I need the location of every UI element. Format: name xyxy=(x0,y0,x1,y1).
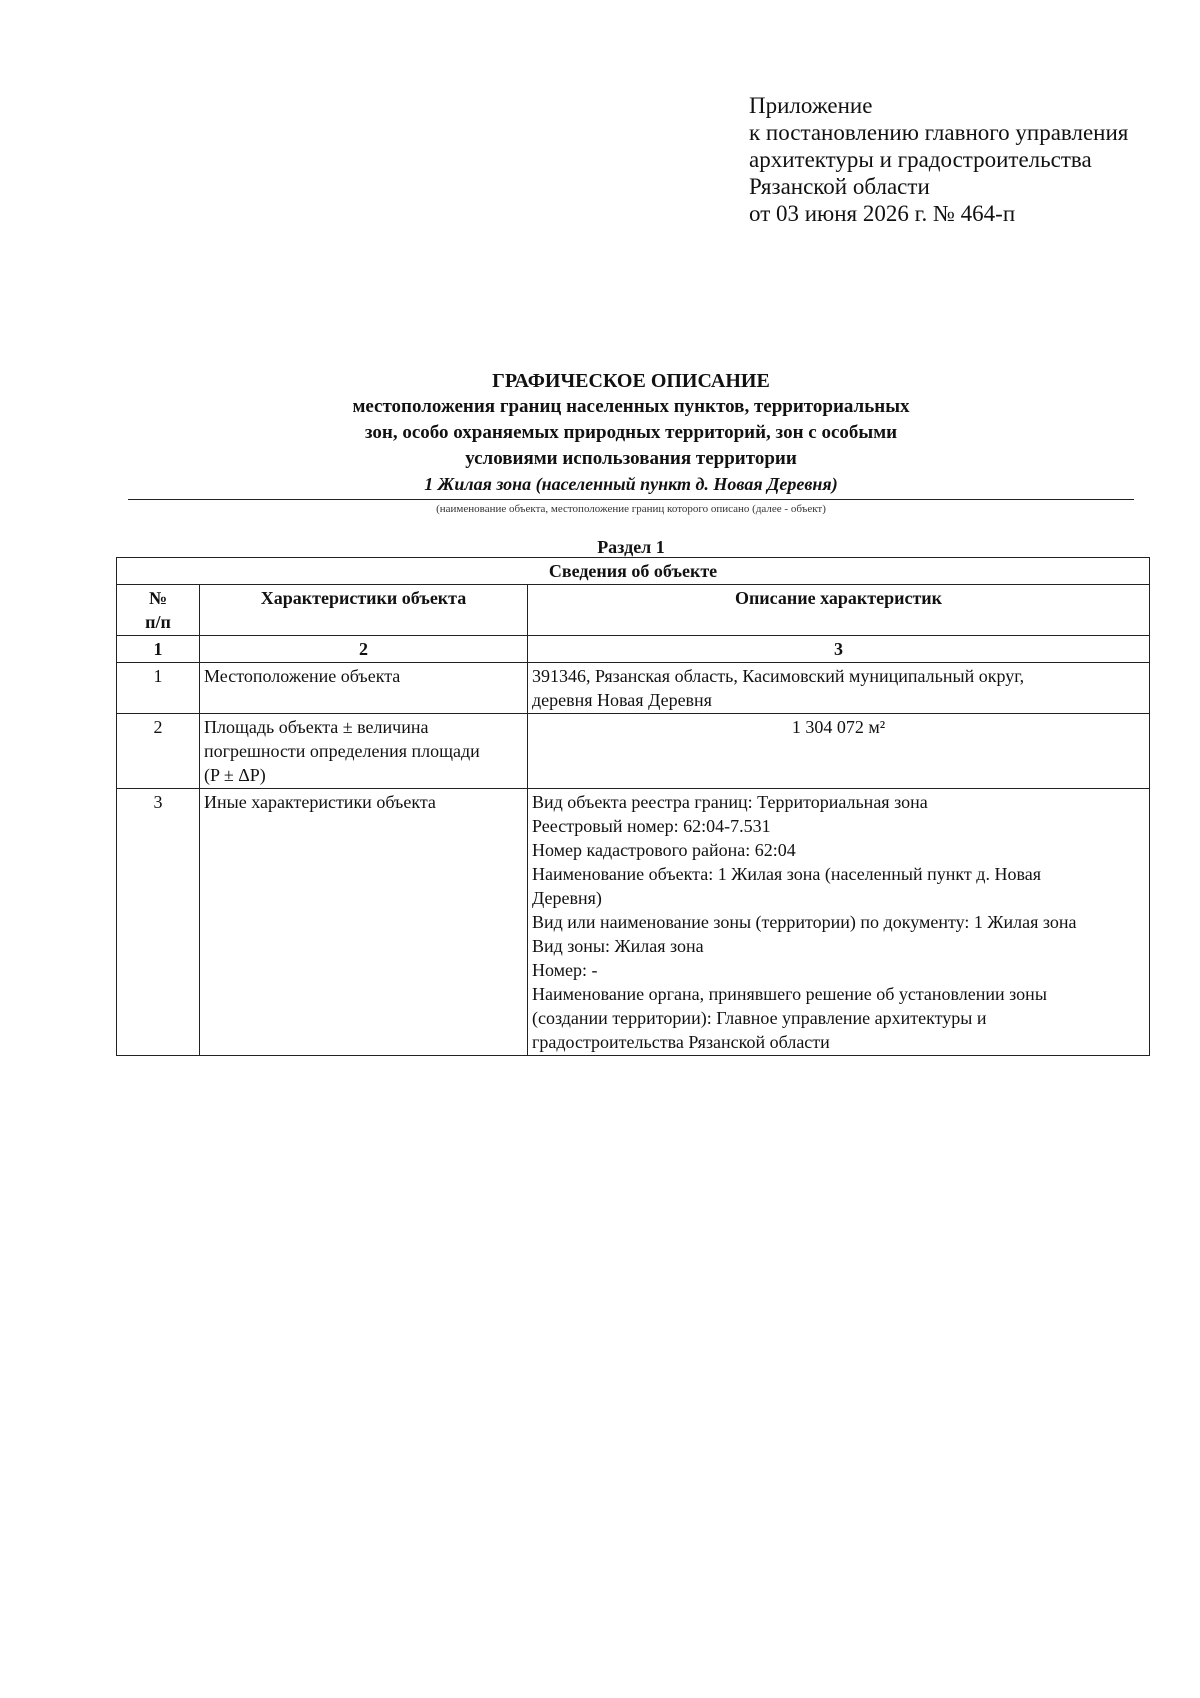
characteristic-line: (P ± ΔP) xyxy=(204,765,266,785)
appendix-block xyxy=(749,92,1128,227)
appendix-line: Рязанской области xyxy=(749,174,930,199)
object-caption: (наименование объекта, местоположение границ которого описано (далее - объект) xyxy=(436,503,826,515)
header-num xyxy=(117,585,200,636)
title-sub-line: зон, особо охраняемых природных территорий, зон с особыми xyxy=(364,422,898,443)
row-description xyxy=(528,663,1150,714)
description-line: Деревня) xyxy=(532,888,602,908)
title-sub-line: местоположения границ населенных пунктов, территориальных xyxy=(352,396,910,417)
row-characteristic: Местоположение объекта xyxy=(200,663,528,714)
header-num-line: п/п xyxy=(145,612,171,632)
table-row xyxy=(117,663,1150,714)
row-number: 2 xyxy=(117,714,200,789)
section-title: Раздел 1 xyxy=(597,537,665,557)
appendix-line: к постановлению главного управления xyxy=(749,120,1129,145)
description-line: Наименование объекта: 1 Жилая зона (населенный пункт д. Новая xyxy=(532,864,1041,884)
description-line: Вид объекта реестра границ: Территориальная зона xyxy=(532,792,928,812)
description-line: Вид или наименование зоны (территории) по документу: 1 Жилая зона xyxy=(532,912,1077,932)
description-line: Вид зоны: Жилая зона xyxy=(532,936,704,956)
row-characteristic: Иные характеристики объекта xyxy=(200,789,528,1056)
table-row xyxy=(117,714,1150,789)
description-line: градостроительства Рязанской области xyxy=(532,1032,830,1052)
document-title xyxy=(0,368,1200,472)
column-number: 2 xyxy=(200,636,528,663)
object-info-table xyxy=(116,557,1150,1056)
description-line: Номер: - xyxy=(532,960,598,980)
description-line: Реестровый номер: 62:04-7.531 xyxy=(532,816,771,836)
table-title: Сведения об объекте xyxy=(117,558,1150,585)
characteristic-line: Площадь объекта ± величина xyxy=(204,717,429,737)
row-description xyxy=(528,789,1150,1056)
description-line: деревня Новая Деревня xyxy=(532,690,712,710)
row-number: 1 xyxy=(117,663,200,714)
appendix-line: архитектуры и градостроительства xyxy=(749,147,1092,172)
title-main: ГРАФИЧЕСКОЕ ОПИСАНИЕ xyxy=(492,370,770,392)
table-row xyxy=(117,789,1150,1056)
underline-divider xyxy=(128,499,1134,500)
row-characteristic xyxy=(200,714,528,789)
title-sub-line: условиями использования территории xyxy=(465,448,797,469)
appendix-line: от 03 июня 2026 г. № 464-п xyxy=(749,201,1016,226)
column-number: 3 xyxy=(528,636,1150,663)
column-number: 1 xyxy=(117,636,200,663)
header-num-line: № xyxy=(148,588,168,608)
row-description: 1 304 072 м² xyxy=(528,714,1150,789)
description-line: Наименование органа, принявшего решение об установлении зоны xyxy=(532,984,1047,1004)
characteristic-line: погрешности определения площади xyxy=(204,741,480,761)
object-name: 1 Жилая зона (населенный пункт д. Новая Деревня) xyxy=(424,474,838,494)
header-characteristic: Характеристики объекта xyxy=(200,585,528,636)
appendix-line: Приложение xyxy=(749,93,873,118)
description-line: 391346, Рязанская область, Касимовский муниципальный округ, xyxy=(532,666,1025,686)
description-line: (создании территории): Главное управление архитектуры и xyxy=(532,1008,987,1028)
header-description: Описание характеристик xyxy=(528,585,1150,636)
description-line: Номер кадастрового района: 62:04 xyxy=(532,840,796,860)
row-number: 3 xyxy=(117,789,200,1056)
